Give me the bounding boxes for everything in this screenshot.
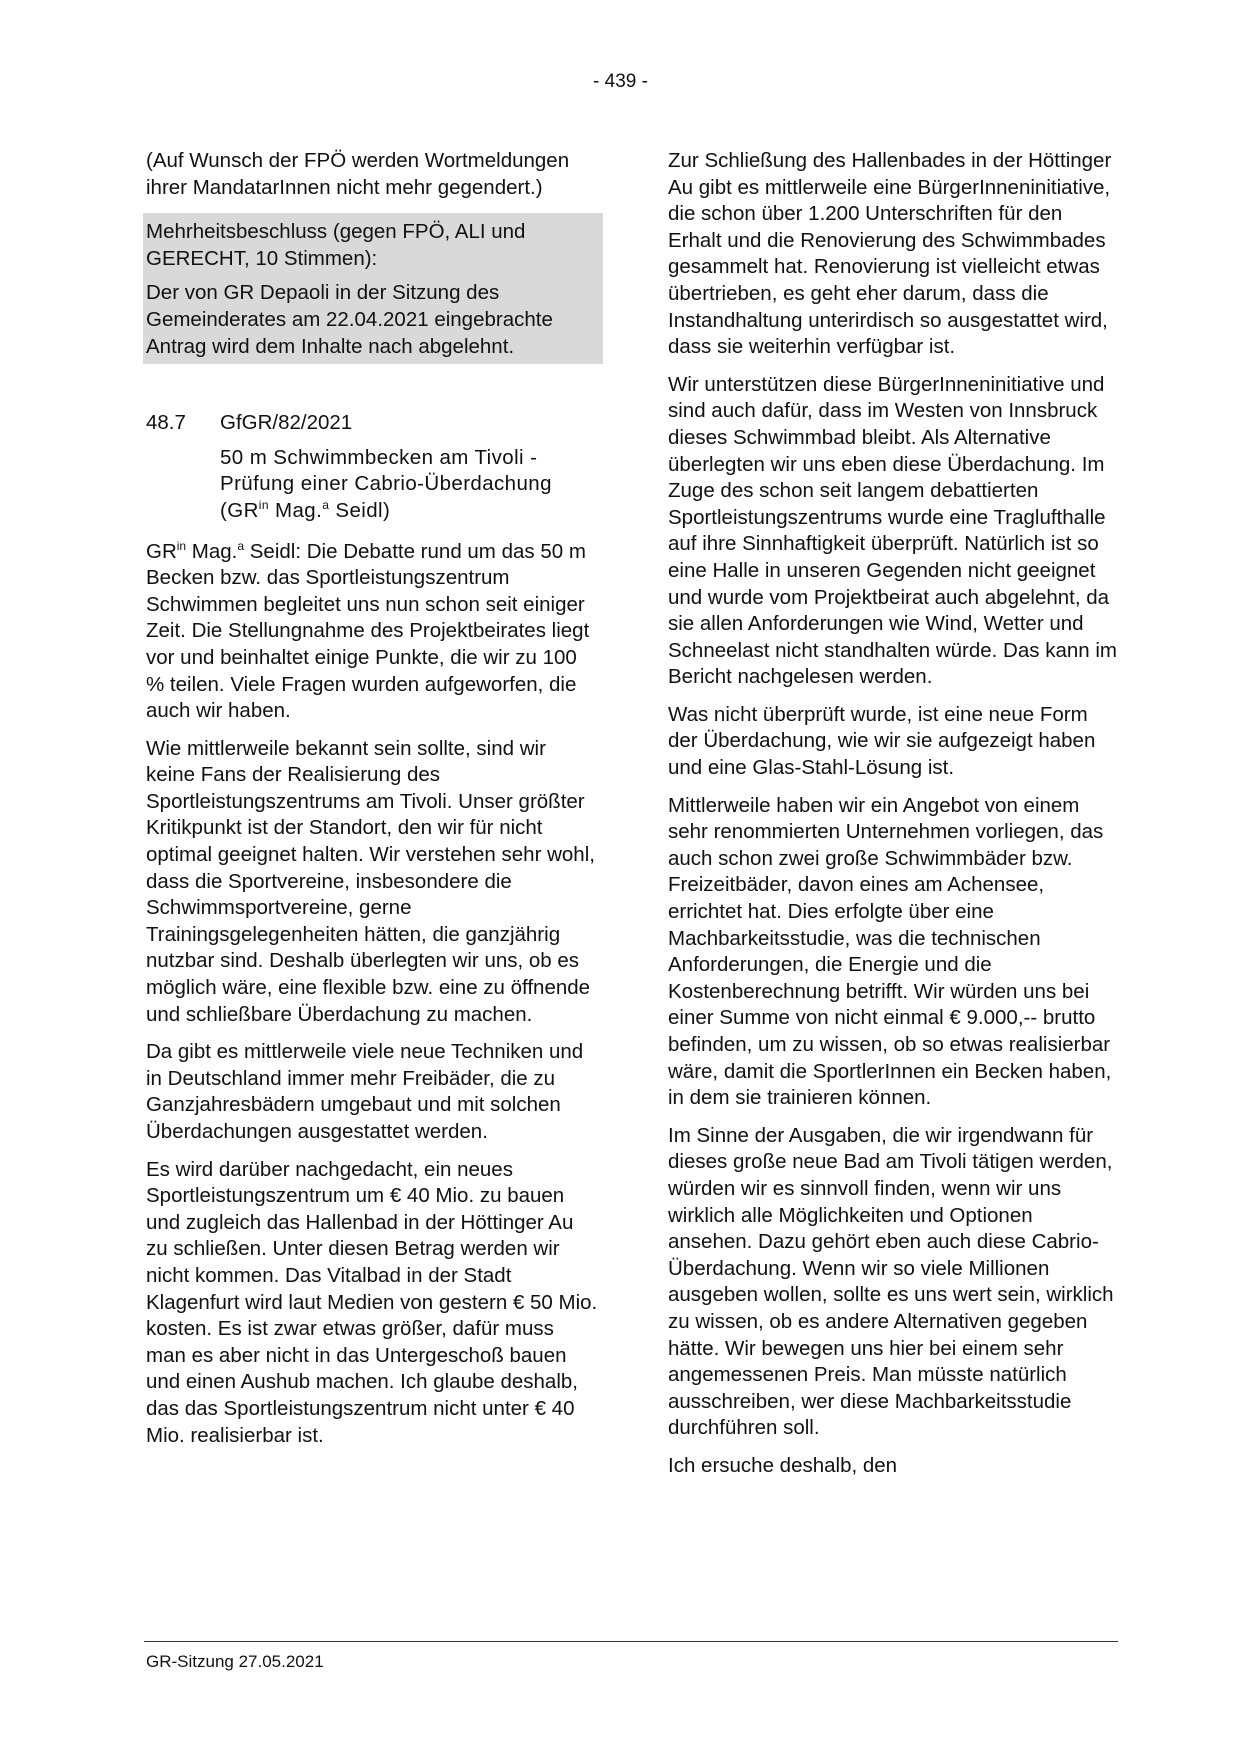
agenda-item-title-mid: Mag. — [268, 498, 323, 522]
agenda-item-code: GfGR/82/2021 — [220, 411, 353, 435]
speaker-prefix: GR — [146, 539, 177, 563]
right-paragraph: Ich ersuche deshalb, den — [668, 1453, 898, 1477]
decision-box — [143, 213, 603, 364]
agenda-item-title-sup2: a — [322, 497, 330, 512]
right-paragraph: Was nicht überprüft wurde, ist eine neue Form der Überdachung, wie wir sie aufgezeigt haben und eine Glas-Stahl-Lösung ist. — [668, 702, 1096, 780]
speaker-sup1: in — [176, 538, 187, 553]
left-paragraph: Da gibt es mittlerweile viele neue Techniken und in Deutschland immer mehr Freibäder, die zu Ganzjahresbädern umgebaut und mit solchen Überdachungen ausgestattet werden. — [146, 1040, 584, 1143]
agenda-item-title-end: Seidl) — [329, 498, 391, 522]
left-column — [146, 148, 598, 1460]
speaker-sup2: a — [237, 538, 245, 553]
agenda-item-title-sup1: in — [258, 497, 269, 512]
speech-intro — [146, 539, 598, 725]
speech-intro-text: Seidl: Die Debatte rund um das 50 m Becken bzw. das Sportleistungszentrum Schwimmen begleitet uns nun schon seit einiger Zeit. Die Stellungnahme des Projektbeirates liegt vor und beinhaltet einige Punkte, die wir zu 100 % teilen. Viele Fragen wurden aufgeworfen, die auch wir haben. — [146, 539, 590, 723]
agenda-item-number: 48.7 — [146, 411, 186, 435]
decision-text: Der von GR Depaoli in der Sitzung des Gemeinderates am 22.04.2021 eingebrachte Antrag wird dem Inhalte nach abgelehnt. — [146, 281, 553, 358]
right-paragraph: Wir unterstützen diese BürgerInneninitiative und sind auch dafür, dass im Westen von Innsbruck dieses Schwimmbad bleibt. Als Alternative überlegten wir uns eben diese Überdachung. Im Zuge des schon seit langem debattierten Sportleistungszentrums wurde eine Traglufthalle auf ihre Sinnhaftigkeit überprüft. Natürlich ist so eine Halle in unseren Gegenden nicht geeignet und wurde vom Projektbeirat auch abgelehnt, da sie allen Anforderungen wie Wind, Wetter und Schneelast nicht standhalten würde. Das kann im Bericht nachgelesen werden. — [668, 372, 1117, 689]
agenda-item-header — [146, 410, 598, 437]
gender-note: (Auf Wunsch der FPÖ werden Wortmeldungen ihrer MandatarInnen nicht mehr gegendert.) — [146, 149, 570, 199]
right-column — [668, 148, 1120, 1491]
left-paragraph: Wie mittlerweile bekannt sein sollte, sind wir keine Fans der Realisierung des Sportleistungszentrums am Tivoli. Unser größter Kritikpunkt ist der Standort, den wir für nicht optimal geeignet halten. Wir verstehen sehr wohl, dass die Sportvereine, insbesondere die Schwimmsportvereine, gerne Trainingsgelegenheiten hätten, die ganzjährig nutzbar sind. Deshalb überlegten wir uns, ob es möglich wäre, eine flexible bzw. eine zu öffnende und schließbare Überdachung zu machen. — [146, 736, 595, 1026]
decision-vote: Mehrheitsbeschluss (gegen FPÖ, ALI und GERECHT, 10 Stimmen): — [146, 220, 526, 270]
agenda-item-title — [220, 445, 598, 525]
speaker-mid: Mag. — [186, 539, 238, 563]
footer-divider — [144, 1641, 1118, 1642]
agenda-item-title-main: 50 m Schwimmbecken am Tivoli - Prüfung einer Cabrio-Überdachung (GR — [220, 445, 552, 522]
left-paragraph: Es wird darüber nachgedacht, ein neues Sportleistungszentrum um € 40 Mio. zu bauen und zugleich das Hallenbad in der Höttinger Au zu schließen. Unter diesen Betrag werden wir nicht kommen. Das Vitalbad in der Stadt Klagenfurt wird laut Medien von gestern € 50 Mio. kosten. Es ist zwar etwas größer, dafür muss man es aber nicht in das Untergeschoß bauen und einen Aushub machen. Ich glaube deshalb, das das Sportleistungszentrum nicht unter € 40 Mio. realisierbar ist. — [146, 1157, 598, 1447]
right-paragraph: Zur Schließung des Hallenbades in der Höttinger Au gibt es mittlerweile eine BürgerInneninitiative, die schon über 1.200 Unterschriften für den Erhalt und die Renovierung des Schwimmbades gesammelt hat. Renovierung ist vielleicht etwas übertrieben, es geht eher darum, dass die Instandhaltung unterirdisch so ausgestattet wird, dass sie weiterhin verfügbar ist. — [668, 149, 1112, 359]
right-paragraph: Mittlerweile haben wir ein Angebot von einem sehr renommierten Unternehmen vorliegen, das auch schon zwei große Schwimmbäder bzw. Freizeitbäder, davon eines am Achensee, errichtet hat. Dies erfolgte über eine Machbarkeitsstudie, was die technischen Anforderungen, die Energie und die Kostenberechnung betrifft. Wir würden uns bei einer Summe von nicht einmal € 9.000,-- brutto befinden, um zu wissen, ob so etwas realisierbar wäre, damit die SportlerInnen ein Becken haben, in dem sie trainieren können. — [668, 793, 1112, 1110]
right-paragraph: Im Sinne der Ausgaben, die wir irgendwann für dieses große neue Bad am Tivoli tätigen werden, würden wir es sinnvoll finden, wenn wir uns wirklich alle Möglichkeiten und Optionen ansehen. Dazu gehört eben auch diese Cabrio-Überdachung. Wenn wir so viele Millionen ausgeben wollen, sollte es uns wert sein, wirklich zu wissen, ob es andere Alternativen gegeben hätte. Wir bewegen uns hier bei einem sehr angemessenen Preis. Man müsste natürlich ausschreiben, wer diese Machbarkeitsstudie durchführen soll. — [668, 1123, 1114, 1440]
footer-session-date: GR-Sitzung 27.05.2021 — [146, 1652, 324, 1671]
page-number: - 439 - — [593, 71, 648, 92]
